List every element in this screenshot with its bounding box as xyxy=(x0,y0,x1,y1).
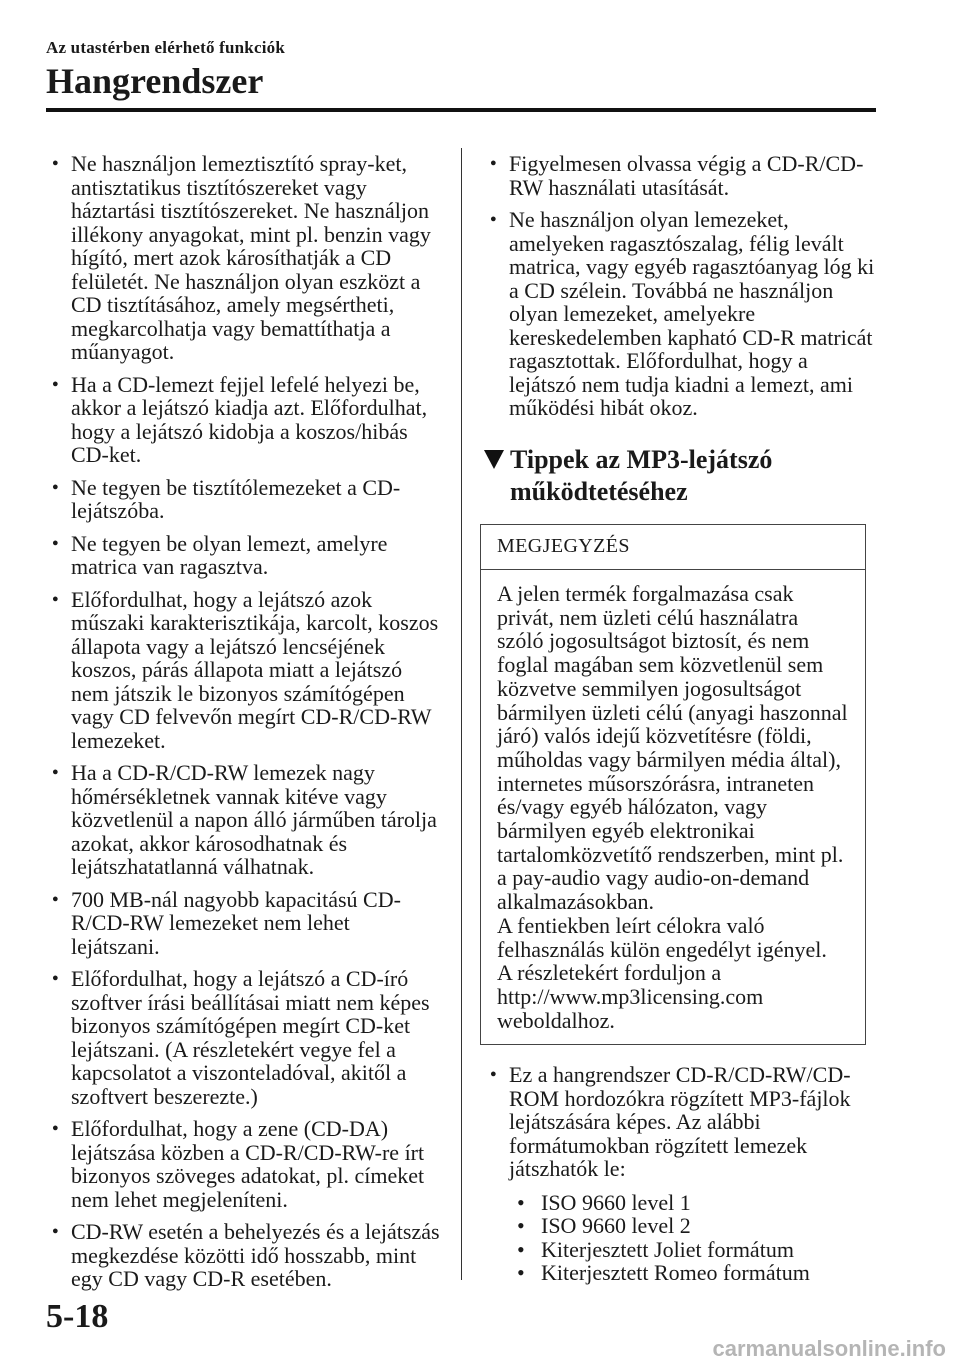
list-item-text: Ez a hangrendszer CD-R/CD-RW/CD-ROM hordozókra rögzített MP3-fájlok lejátszására képes. Az alábbi formátumokban rögzített lemezek játszhatók le: xyxy=(509,1062,851,1182)
list-item: ● Ne tegyen be tisztítólemezeket a CD-lejátszóba. xyxy=(50,476,442,523)
right-bullet-list-bottom xyxy=(488,1063,880,1285)
watermark: carmanualsonline.info xyxy=(712,1336,946,1361)
note-paragraph: A fentiekben leírt célokra való felhasználás külön engedélyt igényel. xyxy=(497,912,827,962)
page-title: Hangrendszer xyxy=(46,61,264,101)
section-heading-text: Tippek az MP3-lejátszó működtetéséhez xyxy=(510,444,773,506)
list-item: ● Ne tegyen be olyan lemezt, amelyre matrica van ragasztva. xyxy=(50,532,442,579)
section-label: Az utastérben elérhető funkciók xyxy=(46,38,285,57)
page-number: 5-18 xyxy=(46,1298,109,1335)
section-heading xyxy=(484,444,880,508)
list-item: ● Ha a CD-lemezt fejjel lefelé helyezi be, akkor a lejátszó kiadja azt. Előfordulhat, hogy a lejátszó kidobja a koszos/hibás CD-ket. xyxy=(50,373,442,467)
left-bullet-list xyxy=(50,152,442,1291)
right-column xyxy=(488,152,880,1294)
list-item: ● CD-RW esetén a behelyezés és a lejátszás megkezdése közötti idő hosszabb, mint egy CD vagy CD-R esetében. xyxy=(50,1220,442,1291)
list-item: ● Előfordulhat, hogy a lejátszó a CD-író szoftver írási beállításai miatt nem képes bizonyos számítógépen megírt CD-ket lejátszani. (A részletekért vegye fel a kapcsolatot a viszonteladóval, akitől a szoftvert beszerezte.) xyxy=(50,967,442,1108)
note-box xyxy=(480,524,866,1046)
column-divider xyxy=(461,148,462,1280)
format-item: • Kiterjesztett Romeo formátum xyxy=(509,1261,880,1285)
list-item xyxy=(488,1063,880,1285)
left-column xyxy=(50,152,442,1300)
note-title: MEGJEGYZÉS xyxy=(481,525,865,571)
list-item: ● Előfordulhat, hogy a zene (CD-DA) lejátszása közben a CD-R/CD-RW-re írt bizonyos szöveges adatokat, pl. címeket nem lehet megjeleníteni. xyxy=(50,1117,442,1211)
format-list xyxy=(509,1191,880,1285)
note-body xyxy=(481,570,865,1044)
format-item: • Kiterjesztett Joliet formátum xyxy=(509,1238,880,1262)
note-paragraph: A részletekért forduljon a http://www.mp3licensing.com weboldalhoz. xyxy=(497,960,764,1033)
list-item: ● Ha a CD-R/CD-RW lemezek nagy hőmérsékletnek vannak kitéve vagy közvetlenül a napon álló járműben tárolja azokat, akkor károsodhatnak és lejátszhatatlanná válhatnak. xyxy=(50,761,442,879)
format-item: • ISO 9660 level 2 xyxy=(509,1214,880,1238)
right-bullet-list xyxy=(488,152,880,420)
format-item: • ISO 9660 level 1 xyxy=(509,1191,880,1215)
list-item: ● 700 MB-nál nagyobb kapacitású CD-R/CD-RW lemezeket nem lehet lejátszani. xyxy=(50,888,442,959)
triangle-down-icon xyxy=(484,450,504,469)
list-item: ● Előfordulhat, hogy a lejátszó azok műszaki karakterisztikája, karcolt, koszos állapota vagy a lejátszó lencséjének koszos, párás állapota miatt a lejátszó nem játszik le bizonyos számítógépen vagy CD felvevőn megírt CD-R/CD-RW lemezeket. xyxy=(50,588,442,753)
note-paragraph: A jelen termék forgalmazása csak privát, nem üzleti célú használatra szóló jogosultságot biztosít, és nem foglal magában sem közvetlenül sem közvetve semmilyen jogosultságot bármilyen üzleti célú (anyagi haszonnal járó) valós idejű közvetítésre (földi, műholdas vagy bármilyen média által), internetes műsorszórásra, intraneten és/vagy egyéb hálózaton, vagy bármilyen egyéb elektronikai tartalomközvetítő rendszerben, mint pl. a pay-audio vagy audio-on-demand alkalmazásokban. xyxy=(497,581,848,915)
list-item: ● Figyelmesen olvassa végig a CD-R/CD-RW használati utasítását. xyxy=(488,152,880,199)
list-item: ● Ne használjon lemeztisztító spray-ket, antisztatikus tisztítószereket vagy háztartási tisztítószereket. Ne használjon illékony anyagokat, mint pl. benzin vagy hígító, mert azok károsíthatják a CD felületét. Ne használjon olyan eszközt a CD tisztításához, amely megsértheti, megkarcolhatja vagy bemattíthatja a műanyagot. xyxy=(50,152,442,364)
list-item: ● Ne használjon olyan lemezeket, amelyeken ragasztószalag, félig levált matrica, vagy egyéb ragasztóanyag lóg ki a CD szélein. Továbbá ne használjon olyan lemezeket, amelyekre kereskedelemben kapható CD-R matricát ragasztottak. Előfordulhat, hogy a lejátszó nem tudja kiadni a lemezt, ami működési hibát okoz. xyxy=(488,208,880,420)
title-rule xyxy=(46,108,876,112)
